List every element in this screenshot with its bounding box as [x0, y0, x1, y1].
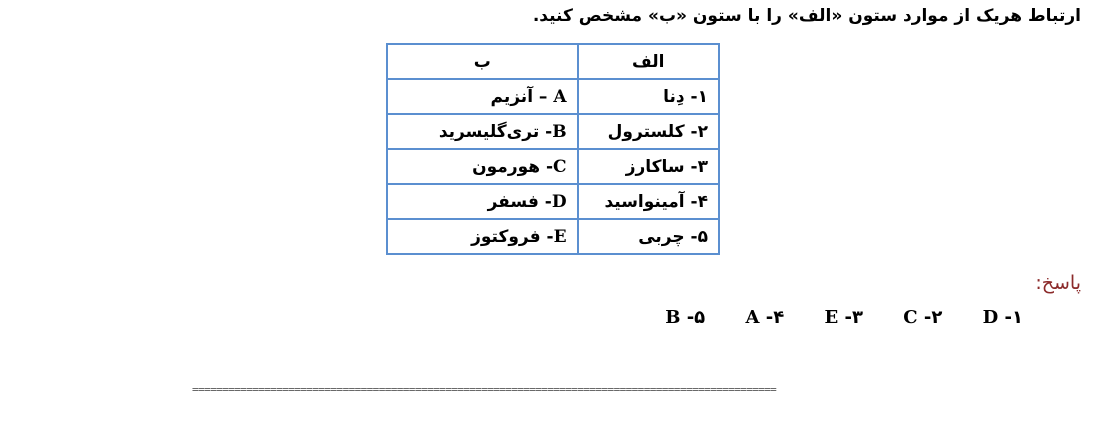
alef-cell: ۳- ساکارز [578, 149, 719, 184]
answer-number: ۱- [1004, 307, 1023, 328]
table-row [387, 184, 719, 219]
table-row [387, 149, 719, 184]
answer-label: پاسخ: [1035, 272, 1081, 294]
be-text: - تری‌گلیسرید [438, 121, 553, 142]
answer-item [903, 307, 942, 328]
answer-item [983, 307, 1023, 328]
matching-table [386, 43, 720, 255]
answer-number: ۵- [686, 307, 706, 328]
alef-cell: ۵- چربی [578, 219, 719, 254]
table-row [387, 219, 719, 254]
section-divider: ================================================================================================= [192, 383, 777, 396]
be-cell [387, 219, 578, 254]
answer-letter: B [665, 307, 681, 328]
answer-number: ۳- [844, 307, 863, 328]
be-text: - فسفر [487, 191, 552, 212]
table-row [387, 114, 719, 149]
table-header-row [387, 44, 719, 79]
alef-cell: ۴- آمینواسید [578, 184, 719, 219]
be-text: - فروکتوز [471, 226, 554, 247]
alef-cell: ۱- دِنا [578, 79, 719, 114]
answer-letter: A [745, 307, 760, 328]
table-row [387, 79, 719, 114]
be-text: - هورمون [472, 156, 554, 177]
be-text: – آنزیم [490, 86, 548, 107]
be-code: B [552, 121, 567, 142]
be-code: D [551, 191, 567, 212]
be-code: E [553, 226, 567, 247]
be-cell [387, 184, 578, 219]
column-header-be: ب [387, 44, 578, 79]
answer-item [824, 307, 863, 328]
alef-cell: ۲- کلسترول [578, 114, 719, 149]
answer-letter: E [824, 307, 839, 328]
be-cell [387, 114, 578, 149]
be-cell [387, 149, 578, 184]
question-text: ارتباط هریک از موارد ستون «الف» را با ستون «ب» مشخص کنید. [532, 6, 1081, 26]
be-code: C [553, 156, 567, 177]
answer-letter: D [982, 307, 999, 328]
be-cell [387, 79, 578, 114]
column-header-alef: الف [578, 44, 719, 79]
answer-list [631, 307, 1023, 328]
answer-item [665, 307, 705, 328]
answer-item [745, 307, 784, 328]
be-code: A [553, 86, 567, 107]
answer-letter: C [903, 307, 918, 328]
answer-number: ۴- [765, 307, 785, 328]
answer-number: ۲- [923, 307, 943, 328]
